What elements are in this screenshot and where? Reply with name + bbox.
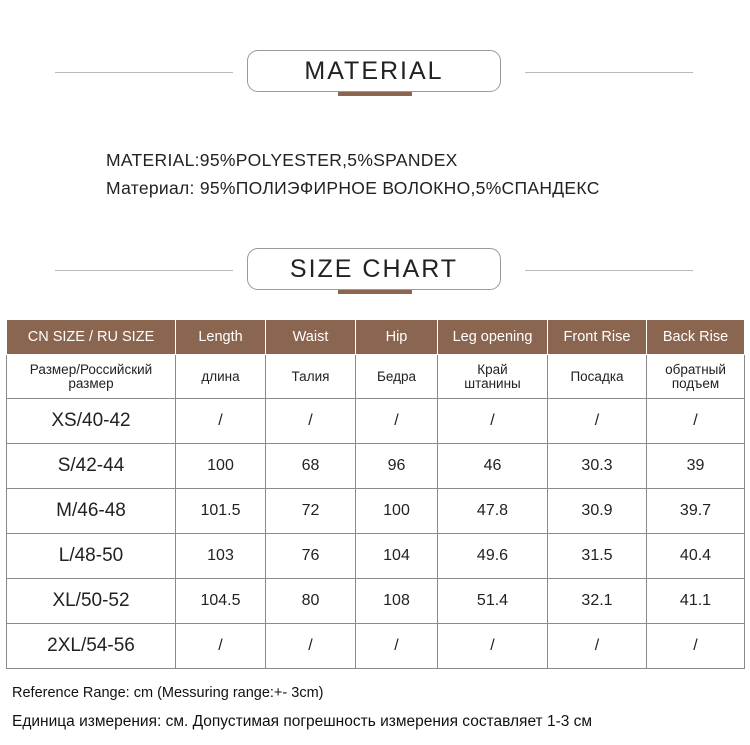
- table-row: [7, 534, 745, 579]
- subheader-hip: Бедра: [356, 355, 438, 399]
- subheader-leg-line1: Край: [477, 361, 508, 377]
- size-chart-title-underline: [338, 290, 412, 294]
- size-cell: 2XL/54-56: [7, 624, 176, 669]
- table-subheader-row: [7, 355, 745, 399]
- leg-opening-cell: /: [438, 399, 548, 444]
- hip-cell: /: [356, 399, 438, 444]
- leg-opening-cell: 51.4: [438, 579, 548, 624]
- front-rise-cell: 31.5: [548, 534, 647, 579]
- length-cell: 103: [176, 534, 266, 579]
- header-leg-opening: Leg opening: [438, 320, 548, 355]
- size-chart-section-header: [0, 248, 750, 294]
- front-rise-cell: /: [548, 399, 647, 444]
- waist-cell: 72: [266, 489, 356, 534]
- hip-cell: 108: [356, 579, 438, 624]
- table-row: [7, 579, 745, 624]
- leg-opening-cell: 46: [438, 444, 548, 489]
- header-hip: Hip: [356, 320, 438, 355]
- size-cell: L/48-50: [7, 534, 176, 579]
- size-chart-table: [6, 319, 745, 669]
- subheader-leg-line2: штанины: [464, 375, 521, 391]
- size-chart-title: SIZE CHART: [289, 254, 459, 283]
- back-rise-cell: 39.7: [647, 489, 745, 534]
- length-cell: 101.5: [176, 489, 266, 534]
- table-row: [7, 624, 745, 669]
- header-back-rise: Back Rise: [647, 320, 745, 355]
- subheader-leg-opening: [438, 355, 548, 399]
- subheader-back-line2: подъем: [671, 375, 720, 391]
- subheader-size-line1: Размер/Российский: [29, 361, 153, 377]
- back-rise-cell: 41.1: [647, 579, 745, 624]
- size-cell: S/42-44: [7, 444, 176, 489]
- size-chart-title-box: [247, 248, 501, 290]
- hip-cell: 100: [356, 489, 438, 534]
- leg-opening-cell: /: [438, 624, 548, 669]
- size-cell: XS/40-42: [7, 399, 176, 444]
- size-cell: XL/50-52: [7, 579, 176, 624]
- material-title-underline: [338, 92, 412, 96]
- subheader-front-rise: Посадка: [548, 355, 647, 399]
- front-rise-cell: 32.1: [548, 579, 647, 624]
- length-cell: /: [176, 624, 266, 669]
- subheader-waist: Талия: [266, 355, 356, 399]
- back-rise-cell: 40.4: [647, 534, 745, 579]
- leg-opening-cell: 47.8: [438, 489, 548, 534]
- material-title-box: [247, 50, 501, 92]
- material-line-en: MATERIAL:95%POLYESTER,5%SPANDEX: [106, 150, 458, 170]
- table-row: [7, 489, 745, 534]
- length-cell: /: [176, 399, 266, 444]
- header-length: Length: [176, 320, 266, 355]
- subheader-size: [7, 355, 176, 399]
- back-rise-cell: /: [647, 624, 745, 669]
- waist-cell: 76: [266, 534, 356, 579]
- length-cell: 100: [176, 444, 266, 489]
- hip-cell: /: [356, 624, 438, 669]
- table-header-row: [7, 320, 745, 355]
- reference-range-en: Reference Range: cm (Messuring range:+- 3cm): [12, 685, 324, 701]
- size-cell: M/46-48: [7, 489, 176, 534]
- subheader-length: длина: [176, 355, 266, 399]
- front-rise-cell: 30.9: [548, 489, 647, 534]
- divider-right: [525, 72, 693, 73]
- waist-cell: 68: [266, 444, 356, 489]
- back-rise-cell: /: [647, 399, 745, 444]
- hip-cell: 96: [356, 444, 438, 489]
- waist-cell: 80: [266, 579, 356, 624]
- leg-opening-cell: 49.6: [438, 534, 548, 579]
- back-rise-cell: 39: [647, 444, 745, 489]
- material-section-header: [0, 50, 750, 96]
- header-size: CN SIZE / RU SIZE: [7, 320, 176, 355]
- divider-left: [55, 72, 233, 73]
- front-rise-cell: 30.3: [548, 444, 647, 489]
- table-row: [7, 399, 745, 444]
- waist-cell: /: [266, 624, 356, 669]
- material-line-ru: Материал: 95%ПОЛИЭФИРНОЕ ВОЛОКНО,5%СПАНДЕКС: [106, 178, 600, 198]
- divider-right: [525, 270, 693, 271]
- divider-left: [55, 270, 233, 271]
- front-rise-cell: /: [548, 624, 647, 669]
- reference-range-ru: Единица измерения: см. Допустимая погрешность измерения составляет 1-3 см: [12, 713, 593, 730]
- header-front-rise: Front Rise: [548, 320, 647, 355]
- waist-cell: /: [266, 399, 356, 444]
- hip-cell: 104: [356, 534, 438, 579]
- material-title: MATERIAL: [304, 56, 444, 85]
- table-row: [7, 444, 745, 489]
- length-cell: 104.5: [176, 579, 266, 624]
- subheader-back-rise: [647, 355, 745, 399]
- subheader-size-line2: размер: [68, 375, 114, 391]
- header-waist: Waist: [266, 320, 356, 355]
- subheader-back-line1: обратный: [665, 361, 726, 377]
